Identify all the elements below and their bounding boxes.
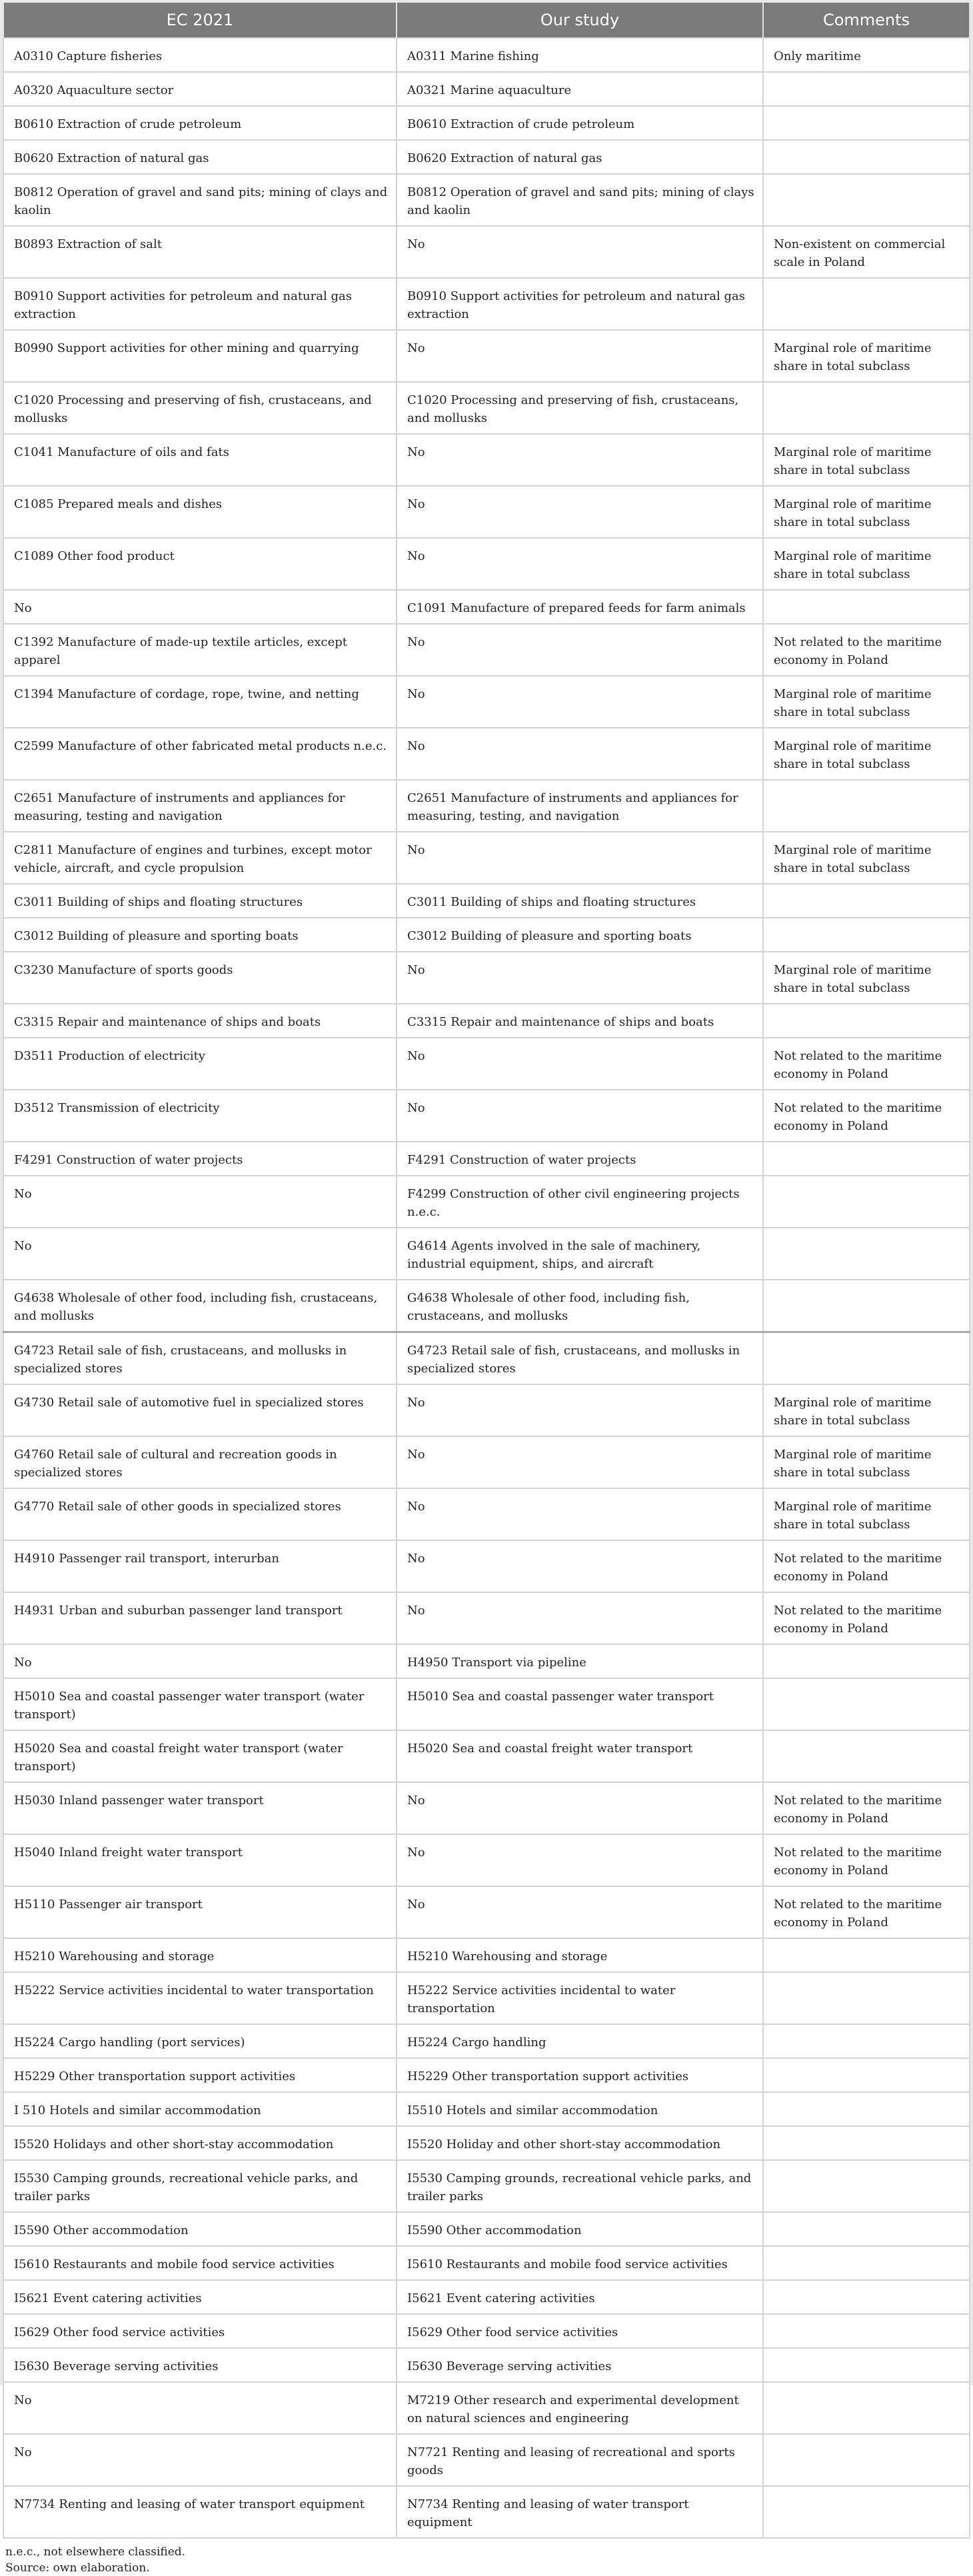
comments-cell — [763, 2058, 970, 2092]
our-study-cell: I5621 Event catering activities — [397, 2280, 763, 2314]
table-row — [3, 2024, 970, 2058]
our-study-cell: H5222 Service activities incidental to water transportation — [397, 1972, 763, 2024]
our-study-cell: N7734 Renting and leasing of water transport equipment — [397, 2486, 763, 2538]
table-row — [3, 72, 970, 106]
our-study-cell: F4291 Construction of water projects — [397, 1142, 763, 1176]
comments-cell — [763, 106, 970, 140]
table-row — [3, 1730, 970, 1782]
ec-2021-cell: C2651 Manufacture of instruments and appliances for measuring, testing and navigation — [3, 780, 397, 832]
comments-cell — [763, 174, 970, 226]
comments-cell — [763, 1938, 970, 1972]
table-row — [3, 918, 970, 952]
comments-cell: Not related to the maritime economy in Poland — [763, 1038, 970, 1090]
our-study-cell: C1091 Manufacture of prepared feeds for farm animals — [397, 590, 763, 624]
ec-2021-cell: H5040 Inland freight water transport — [3, 1834, 397, 1886]
ec-2021-cell: I5610 Restaurants and mobile food service activities — [3, 2246, 397, 2280]
table-row — [3, 1644, 970, 1678]
comments-cell: Marginal role of maritime share in total subclass — [763, 952, 970, 1004]
ec-2021-cell: H5222 Service activities incidental to water transportation — [3, 1972, 397, 2024]
table-row — [3, 278, 970, 330]
table-row — [3, 1228, 970, 1280]
comments-cell: Marginal role of maritime share in total subclass — [763, 832, 970, 884]
ec-2021-cell: C2599 Manufacture of other fabricated metal products n.e.c. — [3, 728, 397, 780]
ec-2021-cell: H5210 Warehousing and storage — [3, 1938, 397, 1972]
comments-cell — [763, 2486, 970, 2538]
ec-2021-cell: C3230 Manufacture of sports goods — [3, 952, 397, 1004]
our-study-cell: B0812 Operation of gravel and sand pits; mining of clays and kaolin — [397, 174, 763, 226]
comments-cell: Marginal role of maritime share in total subclass — [763, 1436, 970, 1488]
our-study-cell: H4950 Transport via pipeline — [397, 1644, 763, 1678]
our-study-cell: No — [397, 538, 763, 590]
ec-2021-cell: No — [3, 2434, 397, 2486]
header-comments: Comments — [763, 3, 970, 38]
our-study-cell: H5210 Warehousing and storage — [397, 1938, 763, 1972]
footnote-abbreviation: n.e.c., not elsewhere classified. — [5, 2545, 186, 2559]
ec-2021-cell: A0320 Aquaculture sector — [3, 72, 397, 106]
ec-2021-cell: G4760 Retail sale of cultural and recreation goods in specialized stores — [3, 1436, 397, 1488]
ec-2021-cell: H4910 Passenger rail transport, interurban — [3, 1540, 397, 1592]
ec-2021-cell: I5590 Other accommodation — [3, 2212, 397, 2246]
comments-cell: Marginal role of maritime share in total subclass — [763, 330, 970, 382]
our-study-cell: No — [397, 832, 763, 884]
table-row — [3, 2382, 970, 2434]
ec-2021-cell: I 510 Hotels and similar accommodation — [3, 2092, 397, 2126]
table-row — [3, 1972, 970, 2024]
our-study-cell: A0321 Marine aquaculture — [397, 72, 763, 106]
comments-cell — [763, 780, 970, 832]
comments-cell — [763, 2024, 970, 2058]
table-row — [3, 676, 970, 728]
table-row — [3, 434, 970, 486]
our-study-cell: A0311 Marine fishing — [397, 38, 763, 72]
ec-2021-cell: G4770 Retail sale of other goods in specialized stores — [3, 1488, 397, 1540]
table-row — [3, 884, 970, 918]
table-row — [3, 2092, 970, 2126]
comments-cell — [763, 1228, 970, 1280]
comments-cell — [763, 918, 970, 952]
our-study-cell: C3011 Building of ships and floating structures — [397, 884, 763, 918]
our-study-cell: C3012 Building of pleasure and sporting boats — [397, 918, 763, 952]
comments-cell: Not related to the maritime economy in Poland — [763, 1540, 970, 1592]
header-row — [3, 3, 970, 38]
table-row — [3, 1592, 970, 1644]
our-study-cell: B0910 Support activities for petroleum and natural gas extraction — [397, 278, 763, 330]
our-study-cell: I5629 Other food service activities — [397, 2314, 763, 2348]
comments-cell — [763, 2160, 970, 2212]
our-study-cell: B0620 Extraction of natural gas — [397, 140, 763, 174]
comments-cell — [763, 2092, 970, 2126]
table-row — [3, 1280, 970, 1332]
our-study-cell: I5630 Beverage serving activities — [397, 2348, 763, 2382]
our-study-cell: I5590 Other accommodation — [397, 2212, 763, 2246]
table-row — [3, 2246, 970, 2280]
our-study-cell: H5224 Cargo handling — [397, 2024, 763, 2058]
comments-cell — [763, 1332, 970, 1385]
table-row — [3, 1782, 970, 1834]
our-study-cell: B0610 Extraction of crude petroleum — [397, 106, 763, 140]
table-row — [3, 1436, 970, 1488]
table-notes — [3, 2539, 970, 2576]
our-study-cell: I5510 Hotels and similar accommodation — [397, 2092, 763, 2126]
comments-cell: Marginal role of maritime share in total subclass — [763, 728, 970, 780]
our-study-cell: No — [397, 486, 763, 538]
table-row — [3, 1678, 970, 1730]
ec-2021-cell: C2811 Manufacture of engines and turbines, except motor vehicle, aircraft, and cycle propulsion — [3, 832, 397, 884]
comments-cell — [763, 72, 970, 106]
our-study-cell: H5229 Other transportation support activities — [397, 2058, 763, 2092]
our-study-cell: No — [397, 1782, 763, 1834]
ec-2021-cell: G4730 Retail sale of automotive fuel in specialized stores — [3, 1384, 397, 1436]
our-study-cell: C3315 Repair and maintenance of ships and boats — [397, 1004, 763, 1038]
comments-cell — [763, 1678, 970, 1730]
table-row — [3, 2314, 970, 2348]
our-study-cell: G4614 Agents involved in the sale of machinery, industrial equipment, ships, and aircraft — [397, 1228, 763, 1280]
ec-2021-cell: B0893 Extraction of salt — [3, 226, 397, 278]
ec-2021-cell: C1041 Manufacture of oils and fats — [3, 434, 397, 486]
table-body — [3, 38, 970, 2538]
our-study-cell: G4638 Wholesale of other food, including fish, crustaceans, and mollusks — [397, 1280, 763, 1332]
comments-cell: Marginal role of maritime share in total subclass — [763, 1384, 970, 1436]
our-study-cell: No — [397, 1592, 763, 1644]
table-row — [3, 2160, 970, 2212]
ec-2021-cell: No — [3, 1644, 397, 1678]
comments-cell: Not related to the maritime economy in Poland — [763, 624, 970, 676]
ec-2021-cell: B0620 Extraction of natural gas — [3, 140, 397, 174]
our-study-cell: H5010 Sea and coastal passenger water transport — [397, 1678, 763, 1730]
ec-2021-cell: H5030 Inland passenger water transport — [3, 1782, 397, 1834]
ec-2021-cell: I5629 Other food service activities — [3, 2314, 397, 2348]
table-row — [3, 140, 970, 174]
ec-2021-cell: I5530 Camping grounds, recreational vehicle parks, and trailer parks — [3, 2160, 397, 2212]
comments-cell — [763, 1972, 970, 2024]
our-study-cell: G4723 Retail sale of fish, crustaceans, and mollusks in specialized stores — [397, 1332, 763, 1385]
ec-2021-cell: F4291 Construction of water projects — [3, 1142, 397, 1176]
ec-2021-cell: H5010 Sea and coastal passenger water transport (water transport) — [3, 1678, 397, 1730]
ec-2021-cell: C1089 Other food product — [3, 538, 397, 590]
our-study-cell: I5610 Restaurants and mobile food service activities — [397, 2246, 763, 2280]
our-study-cell: No — [397, 952, 763, 1004]
table-row — [3, 1488, 970, 1540]
ec-2021-cell: H4931 Urban and suburban passenger land transport — [3, 1592, 397, 1644]
ec-2021-cell: H5224 Cargo handling (port services) — [3, 2024, 397, 2058]
table-row — [3, 1938, 970, 1972]
table-row — [3, 1142, 970, 1176]
ec-2021-cell: I5520 Holidays and other short-stay accommodation — [3, 2126, 397, 2160]
our-study-cell: No — [397, 330, 763, 382]
comments-cell — [763, 1644, 970, 1678]
header-ec-2021: EC 2021 — [3, 3, 397, 38]
table-row — [3, 226, 970, 278]
table-row — [3, 2058, 970, 2092]
table-row — [3, 1176, 970, 1228]
our-study-cell: No — [397, 676, 763, 728]
our-study-cell: I5520 Holiday and other short-stay accommodation — [397, 2126, 763, 2160]
comments-cell — [763, 1176, 970, 1228]
comments-cell: Marginal role of maritime share in total subclass — [763, 1488, 970, 1540]
ec-2021-cell: B0910 Support activities for petroleum and natural gas extraction — [3, 278, 397, 330]
table-row — [3, 2486, 970, 2538]
comments-cell: Non-existent on commercial scale in Poland — [763, 226, 970, 278]
our-study-cell: C2651 Manufacture of instruments and appliances for measuring, testing, and navigation — [397, 780, 763, 832]
ec-2021-cell: A0310 Capture fisheries — [3, 38, 397, 72]
table-row — [3, 952, 970, 1004]
ec-2021-cell: B0812 Operation of gravel and sand pits; mining of clays and kaolin — [3, 174, 397, 226]
ec-2021-cell: C3315 Repair and maintenance of ships and boats — [3, 1004, 397, 1038]
table-row — [3, 2126, 970, 2160]
comments-cell: Not related to the maritime economy in Poland — [763, 1592, 970, 1644]
table-row — [3, 382, 970, 434]
our-study-cell: No — [397, 1038, 763, 1090]
ec-2021-cell: H5020 Sea and coastal freight water transport (water transport) — [3, 1730, 397, 1782]
ec-2021-cell: C1392 Manufacture of made-up textile articles, except apparel — [3, 624, 397, 676]
table-row — [3, 1540, 970, 1592]
table-row — [3, 780, 970, 832]
ec-2021-cell: N7734 Renting and leasing of water transport equipment — [3, 2486, 397, 2538]
comments-cell — [763, 1730, 970, 1782]
ec-2021-cell: D3511 Production of electricity — [3, 1038, 397, 1090]
ec-2021-cell: C1020 Processing and preserving of fish, crustaceans, and mollusks — [3, 382, 397, 434]
our-study-cell: No — [397, 728, 763, 780]
ec-2021-cell: C1085 Prepared meals and dishes — [3, 486, 397, 538]
table-row — [3, 1090, 970, 1142]
table-row — [3, 1384, 970, 1436]
comments-cell: Not related to the maritime economy in Poland — [763, 1782, 970, 1834]
comments-cell — [763, 2212, 970, 2246]
table-row — [3, 1886, 970, 1938]
ec-2021-cell: No — [3, 1228, 397, 1280]
our-study-cell: H5020 Sea and coastal freight water transport — [397, 1730, 763, 1782]
our-study-cell: No — [397, 1540, 763, 1592]
our-study-cell: N7721 Renting and leasing of recreational and sports goods — [397, 2434, 763, 2486]
our-study-cell: No — [397, 1834, 763, 1886]
comments-cell — [763, 278, 970, 330]
table-row — [3, 2348, 970, 2382]
table-row — [3, 1834, 970, 1886]
table-row — [3, 624, 970, 676]
comments-cell — [763, 590, 970, 624]
comments-cell: Marginal role of maritime share in total subclass — [763, 676, 970, 728]
our-study-cell: No — [397, 1436, 763, 1488]
comments-cell — [763, 1280, 970, 1332]
ec-2021-cell: H5229 Other transportation support activities — [3, 2058, 397, 2092]
comments-cell — [763, 884, 970, 918]
our-study-cell: No — [397, 1886, 763, 1938]
table-row — [3, 330, 970, 382]
table-row — [3, 486, 970, 538]
table-row — [3, 38, 970, 72]
ec-2021-cell: No — [3, 590, 397, 624]
ec-2021-cell: H5110 Passenger air transport — [3, 1886, 397, 1938]
our-study-cell: F4299 Construction of other civil engineering projects n.e.c. — [397, 1176, 763, 1228]
our-study-cell: No — [397, 1488, 763, 1540]
our-study-cell: No — [397, 624, 763, 676]
ec-2021-cell: G4638 Wholesale of other food, including fish, crustaceans, and mollusks — [3, 1280, 397, 1332]
table-row — [3, 832, 970, 884]
table-header — [3, 3, 970, 38]
ec-2021-cell: No — [3, 2382, 397, 2434]
ec-2021-cell: G4723 Retail sale of fish, crustaceans, and mollusks in specialized stores — [3, 1332, 397, 1385]
our-study-cell: No — [397, 1090, 763, 1142]
table-row — [3, 1332, 970, 1385]
comments-cell: Marginal role of maritime share in total subclass — [763, 538, 970, 590]
our-study-cell: No — [397, 226, 763, 278]
comments-cell — [763, 1004, 970, 1038]
comments-cell — [763, 382, 970, 434]
our-study-cell: No — [397, 1384, 763, 1436]
ec-2021-cell: D3512 Transmission of electricity — [3, 1090, 397, 1142]
comments-cell: Not related to the maritime economy in Poland — [763, 1090, 970, 1142]
table-row — [3, 538, 970, 590]
footnote-source: Source: own elaboration. — [5, 2561, 150, 2575]
ec-2021-cell: No — [3, 1176, 397, 1228]
comments-cell: Marginal role of maritime share in total subclass — [763, 434, 970, 486]
comments-cell — [763, 2126, 970, 2160]
our-study-cell: M7219 Other research and experimental development on natural sciences and engineering — [397, 2382, 763, 2434]
comments-cell — [763, 2280, 970, 2314]
ec-2021-cell: B0610 Extraction of crude petroleum — [3, 106, 397, 140]
table-row — [3, 106, 970, 140]
table-row — [3, 590, 970, 624]
ec-2021-cell: B0990 Support activities for other mining and quarrying — [3, 330, 397, 382]
ec-2021-cell: I5630 Beverage serving activities — [3, 2348, 397, 2382]
table-row — [3, 2280, 970, 2314]
comments-cell — [763, 2382, 970, 2434]
comments-cell: Only maritime — [763, 38, 970, 72]
comments-cell: Not related to the maritime economy in Poland — [763, 1834, 970, 1886]
comments-cell: Marginal role of maritime share in total subclass — [763, 486, 970, 538]
table-row — [3, 1038, 970, 1090]
comments-cell — [763, 1142, 970, 1176]
comments-cell — [763, 2434, 970, 2486]
header-our-study: Our study — [397, 3, 763, 38]
comments-cell — [763, 2348, 970, 2382]
comments-cell — [763, 2246, 970, 2280]
table-row — [3, 2434, 970, 2486]
ec-2021-cell: I5621 Event catering activities — [3, 2280, 397, 2314]
table-row — [3, 2212, 970, 2246]
classification-table — [3, 3, 970, 2539]
comments-cell: Not related to the maritime economy in Poland — [763, 1886, 970, 1938]
our-study-cell: C1020 Processing and preserving of fish, crustaceans, and mollusks — [397, 382, 763, 434]
ec-2021-cell: C1394 Manufacture of cordage, rope, twine, and netting — [3, 676, 397, 728]
our-study-cell: I5530 Camping grounds, recreational vehicle parks, and trailer parks — [397, 2160, 763, 2212]
comments-cell — [763, 2314, 970, 2348]
table-row — [3, 174, 970, 226]
table-row — [3, 1004, 970, 1038]
ec-2021-cell: C3012 Building of pleasure and sporting boats — [3, 918, 397, 952]
comments-cell — [763, 140, 970, 174]
our-study-cell: No — [397, 434, 763, 486]
table-row — [3, 728, 970, 780]
ec-2021-cell: C3011 Building of ships and floating structures — [3, 884, 397, 918]
